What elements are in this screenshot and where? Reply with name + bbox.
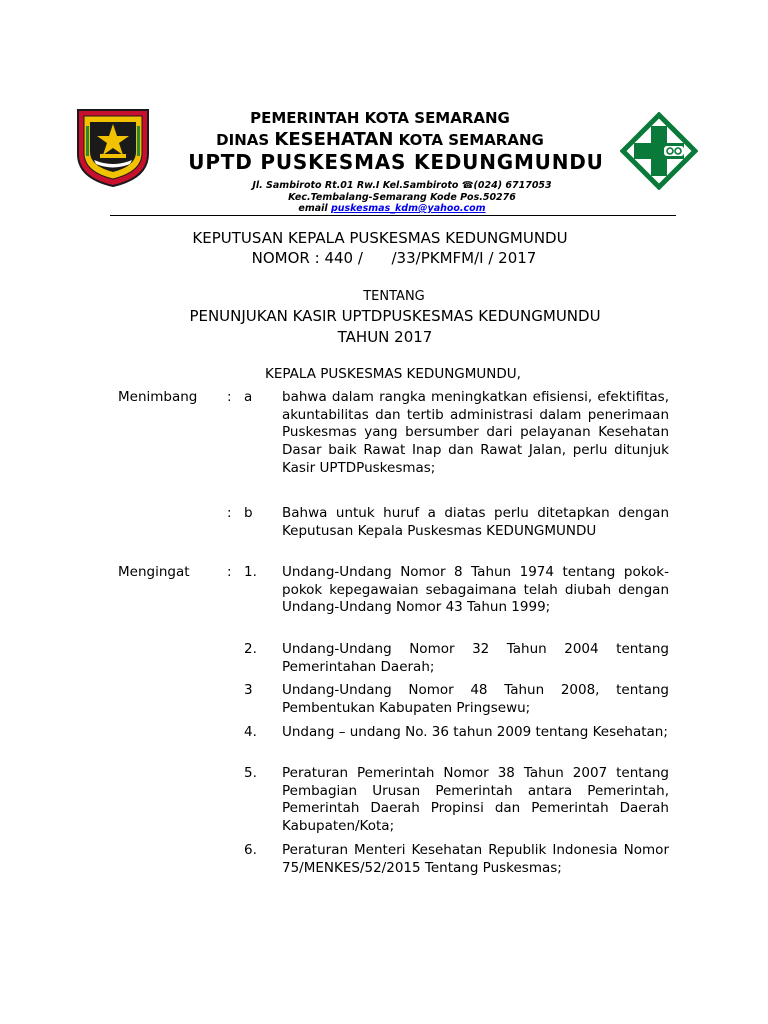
item-text: Undang – undang No. 36 tahun 2009 tentang Kesehatan; xyxy=(282,724,668,740)
item-marker: b xyxy=(244,505,253,521)
item-text: Undang-Undang Nomor 48 Tahun 2008, tentang Pembentukan Kabupaten Pringsewu; xyxy=(282,682,669,716)
item-text: Peraturan Pemerintah Nomor 38 Tahun 2007 tentang Pembagian Urusan Pemerintah antara Pemerintah, Pemerintah Daerah Propinsi dan Pemerintah Daerah Kabupaten/Kota; xyxy=(282,765,669,835)
item-marker: 2. xyxy=(244,641,257,657)
item-colon: : xyxy=(227,389,232,405)
decree-number: NOMOR : 440 / /33/PKMFM/I / 2017 xyxy=(251,249,537,267)
item-text: Undang-Undang Nomor 8 Tahun 1974 tentang pokok-pokok kepegawaian sebagaimana telah diubah dengan Undang-Undang Nomor 43 Tahun 1999; xyxy=(282,564,669,616)
letterhead-institution: UPTD PUSKESMAS KEDUNGMUNDU xyxy=(188,150,604,174)
decree-year: TAHUN 2017 xyxy=(337,328,433,346)
letterhead-divider xyxy=(110,215,676,216)
decree-about: TENTANG xyxy=(363,289,425,304)
decree-title: KEPUTUSAN KEPALA PUSKESMAS KEDUNGMUNDU xyxy=(192,229,568,247)
item-text: Undang-Undang Nomor 32 Tahun 2004 tentang Pemerintahan Daerah; xyxy=(282,641,669,675)
letterhead-district: Kec.Tembalang-Semarang Kode Pos.50276 xyxy=(288,192,516,203)
email-link[interactable]: puskesmas_kdm@yahoo.com xyxy=(330,203,486,214)
menimbang-label: Menimbang xyxy=(118,389,198,405)
letterhead-agency xyxy=(0,129,764,150)
item-marker: 4. xyxy=(244,724,257,740)
letterhead-email xyxy=(8,203,768,214)
item-marker: 1. xyxy=(244,564,257,580)
item-colon: : xyxy=(227,505,232,521)
letterhead-government: PEMERINTAH KOTA SEMARANG xyxy=(250,109,510,127)
item-marker: 5. xyxy=(244,765,257,781)
item-marker: 3 xyxy=(244,682,253,698)
decree-subject: PENUNJUKAN KASIR UPTDPUSKESMAS KEDUNGMUNDU xyxy=(189,307,601,325)
decree-head: KEPALA PUSKESMAS KEDUNGMUNDU, xyxy=(265,366,521,382)
item-text: bahwa dalam rangka meningkatkan efisiensi, efektifitas, akuntabilitas dan tertib administrasi dalam penerimaan Puskesmas yang bersumber dari pelayanan Kesehatan Dasar baik Rawat Inap dan Rawat Jalan, perlu ditunjuk Kasir UPTDPuskesmas; xyxy=(282,389,669,476)
mengingat-label: Mengingat xyxy=(118,564,190,580)
email-label: email xyxy=(298,203,331,214)
letterhead-agency-suffix: KOTA SEMARANG xyxy=(393,131,544,149)
letterhead-agency-prefix: DINAS xyxy=(216,131,275,149)
item-text: Peraturan Menteri Kesehatan Republik Indonesia Nomor 75/MENKES/52/2015 Tentang Puskesmas; xyxy=(282,842,669,876)
item-text: Bahwa untuk huruf a diatas perlu ditetapkan dengan Keputusan Kepala Puskesmas KEDUNGMUNDU xyxy=(282,505,669,539)
item-colon: : xyxy=(227,564,232,580)
letterhead-address: Jl. Sambiroto Rt.01 Rw.I Kel.Sambiroto ☎(024) 6717053 xyxy=(252,180,552,191)
item-marker: a xyxy=(244,389,253,405)
letterhead-agency-main: KESEHATAN xyxy=(274,129,394,150)
item-marker: 6. xyxy=(244,842,257,858)
